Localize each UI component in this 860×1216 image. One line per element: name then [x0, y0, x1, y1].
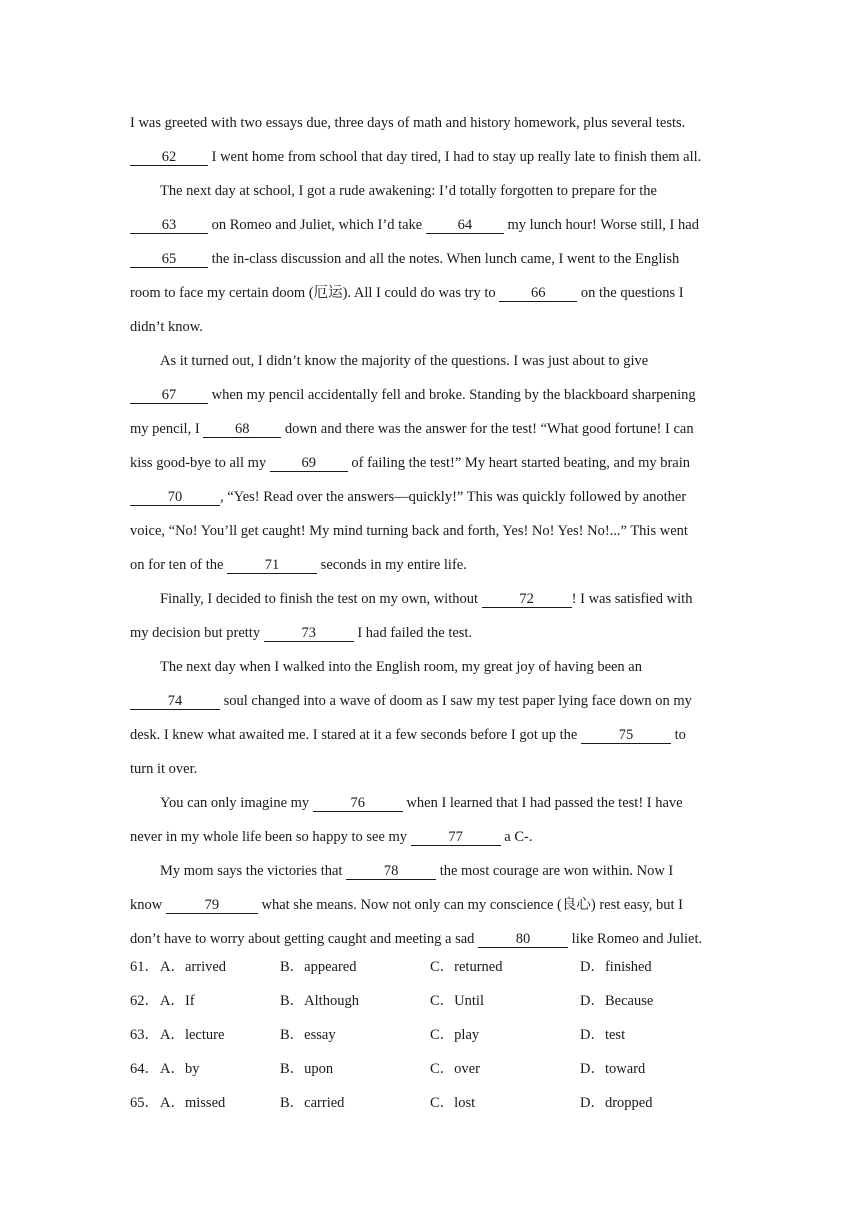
passage-text: , “Yes! Read over the answers—quickly!” This was quickly followed by another: [220, 489, 687, 505]
option-c: C．play: [430, 1027, 480, 1043]
passage-text: You can only imagine my: [160, 795, 313, 811]
passage-text: turn it over.: [130, 761, 198, 777]
option-b: B．carried: [280, 1095, 345, 1111]
blank-66: 66: [499, 285, 577, 302]
passage-line: [130, 752, 730, 786]
passage-text: the in-class discussion and all the notes. When lunch came, I went to the English: [208, 251, 680, 267]
question-number: 61．: [130, 959, 159, 975]
option-c: C．returned: [430, 959, 503, 975]
blank-62: 62: [130, 149, 208, 166]
blank-75: 75: [581, 727, 671, 744]
option-b: B．upon: [280, 1061, 334, 1077]
question-number: 64．: [130, 1061, 159, 1077]
option-b: B．Although: [280, 993, 359, 1009]
passage-text: my decision but pretty: [130, 625, 264, 641]
question-row-61: [130, 950, 730, 984]
option-c: C．lost: [430, 1095, 476, 1111]
blank-72: 72: [482, 591, 572, 608]
blank-79: 79: [166, 897, 258, 914]
option-d: D．toward: [580, 1061, 646, 1077]
blank-73: 73: [264, 625, 354, 642]
option-d: D．finished: [580, 959, 652, 975]
question-row-64: [130, 1052, 730, 1086]
passage-text: kiss good-bye to all my: [130, 455, 270, 471]
passage-text: As it turned out, I didn’t know the majority of the questions. I was just about to give: [160, 353, 649, 369]
option-b: B．essay: [280, 1027, 336, 1043]
passage-text: to: [670, 727, 686, 743]
passage-line: [130, 616, 730, 650]
blank-70: 70: [130, 489, 220, 506]
passage-text: desk. I knew what awaited me. I stared at it a few seconds before I got up the: [130, 727, 581, 743]
passage-text: on Romeo and Juliet, which I’d take: [208, 217, 426, 233]
passage-text: room to face my certain doom (厄运). All I could do was try to: [130, 285, 500, 301]
passage-text: on for ten of the: [130, 557, 228, 573]
passage-text: a C-.: [500, 829, 533, 845]
question-number: 63．: [130, 1027, 159, 1043]
passage-text: The next day when I walked into the English room, my great joy of having been an: [160, 659, 642, 675]
option-b: B．appeared: [280, 959, 357, 975]
passage-text: what she means. Now not only can my conscience (良心) rest easy, but I: [257, 897, 683, 913]
passage-line: [130, 854, 730, 888]
option-a: A．arrived: [160, 959, 227, 975]
question-number: 65．: [130, 1095, 159, 1111]
passage-line: [130, 310, 730, 344]
passage-line: [130, 718, 730, 752]
passage-text: the most courage are won within. Now I: [436, 863, 674, 879]
passage-text: know: [130, 897, 166, 913]
blank-80: 80: [478, 931, 568, 948]
blank-78: 78: [346, 863, 436, 880]
passage-text: ! I was satisfied with: [571, 591, 693, 607]
blank-69: 69: [270, 455, 348, 472]
passage-line: [130, 344, 730, 378]
option-d: D．dropped: [580, 1095, 653, 1111]
blank-76: 76: [313, 795, 403, 812]
passage-text: I had failed the test.: [353, 625, 473, 641]
passage-line: [130, 208, 730, 242]
passage-text: seconds in my entire life.: [317, 557, 467, 573]
passage-line: [130, 650, 730, 684]
blank-65: 65: [130, 251, 208, 268]
passage-line: [130, 684, 730, 718]
passage-line: [130, 106, 730, 140]
passage-line: [130, 276, 730, 310]
blank-77: 77: [411, 829, 501, 846]
option-a: A．If: [160, 993, 195, 1009]
passage-text: The next day at school, I got a rude awakening: I’d totally forgotten to prepare for the: [160, 183, 657, 199]
passage-text: My mom says the victories that: [160, 863, 347, 879]
passage-text: when I learned that I had passed the test! I have: [402, 795, 683, 811]
blank-68: 68: [203, 421, 281, 438]
passage-text: of failing the test!” My heart started beating, and my brain: [347, 455, 691, 471]
passage-text: on the questions I: [577, 285, 684, 301]
passage-line: [130, 548, 730, 582]
blank-67: 67: [130, 387, 208, 404]
passage-text: didn’t know.: [130, 319, 203, 335]
passage-text: when my pencil accidentally fell and broke. Standing by the blackboard sharpening: [208, 387, 696, 403]
blank-63: 63: [130, 217, 208, 234]
passage-text: don’t have to worry about getting caught and meeting a sad: [130, 931, 479, 947]
passage-line: [130, 412, 730, 446]
option-d: D．test: [580, 1027, 626, 1043]
option-a: A．missed: [160, 1095, 226, 1111]
option-a: A．by: [160, 1061, 200, 1077]
passage-line: [130, 514, 730, 548]
option-c: C．over: [430, 1061, 480, 1077]
passage-line: [130, 582, 730, 616]
option-d: D．Because: [580, 993, 654, 1009]
passage-line: [130, 242, 730, 276]
passage-text: I went home from school that day tired, I had to stay up really late to finish them all.: [208, 149, 702, 165]
passage-text: voice, “No! You’ll get caught! My mind turning back and forth, Yes! No! Yes! No!...” This went: [130, 523, 688, 539]
passage-line: [130, 174, 730, 208]
option-a: A．lecture: [160, 1027, 225, 1043]
passage-line: [130, 888, 730, 922]
question-row-63: [130, 1018, 730, 1052]
blank-74: 74: [130, 693, 220, 710]
passage-line: [130, 480, 730, 514]
question-number: 62．: [130, 993, 159, 1009]
passage-text: soul changed into a wave of doom as I saw my test paper lying face down on my: [220, 693, 692, 709]
passage-line: [130, 820, 730, 854]
blank-71: 71: [227, 557, 317, 574]
passage-line: [130, 378, 730, 412]
passage-line: [130, 446, 730, 480]
passage-text: down and there was the answer for the test! “What good fortune! I can: [281, 421, 694, 437]
question-row-65: [130, 1086, 730, 1120]
question-row-62: [130, 984, 730, 1018]
passage-text: my pencil, I: [130, 421, 204, 437]
passage-text: my lunch hour! Worse still, I had: [503, 217, 699, 233]
blank-64: 64: [426, 217, 504, 234]
passage-text: never in my whole life been so happy to see my: [130, 829, 411, 845]
answer-options: [130, 950, 730, 1120]
passage-line: [130, 140, 730, 174]
option-c: C．Until: [430, 993, 484, 1009]
passage-text: like Romeo and Juliet.: [568, 931, 703, 947]
passage-text: Finally, I decided to finish the test on my own, without: [160, 591, 482, 607]
passage: [130, 106, 730, 956]
passage-text: I was greeted with two essays due, three days of math and history homework, plus several tests.: [130, 115, 686, 131]
passage-line: [130, 786, 730, 820]
